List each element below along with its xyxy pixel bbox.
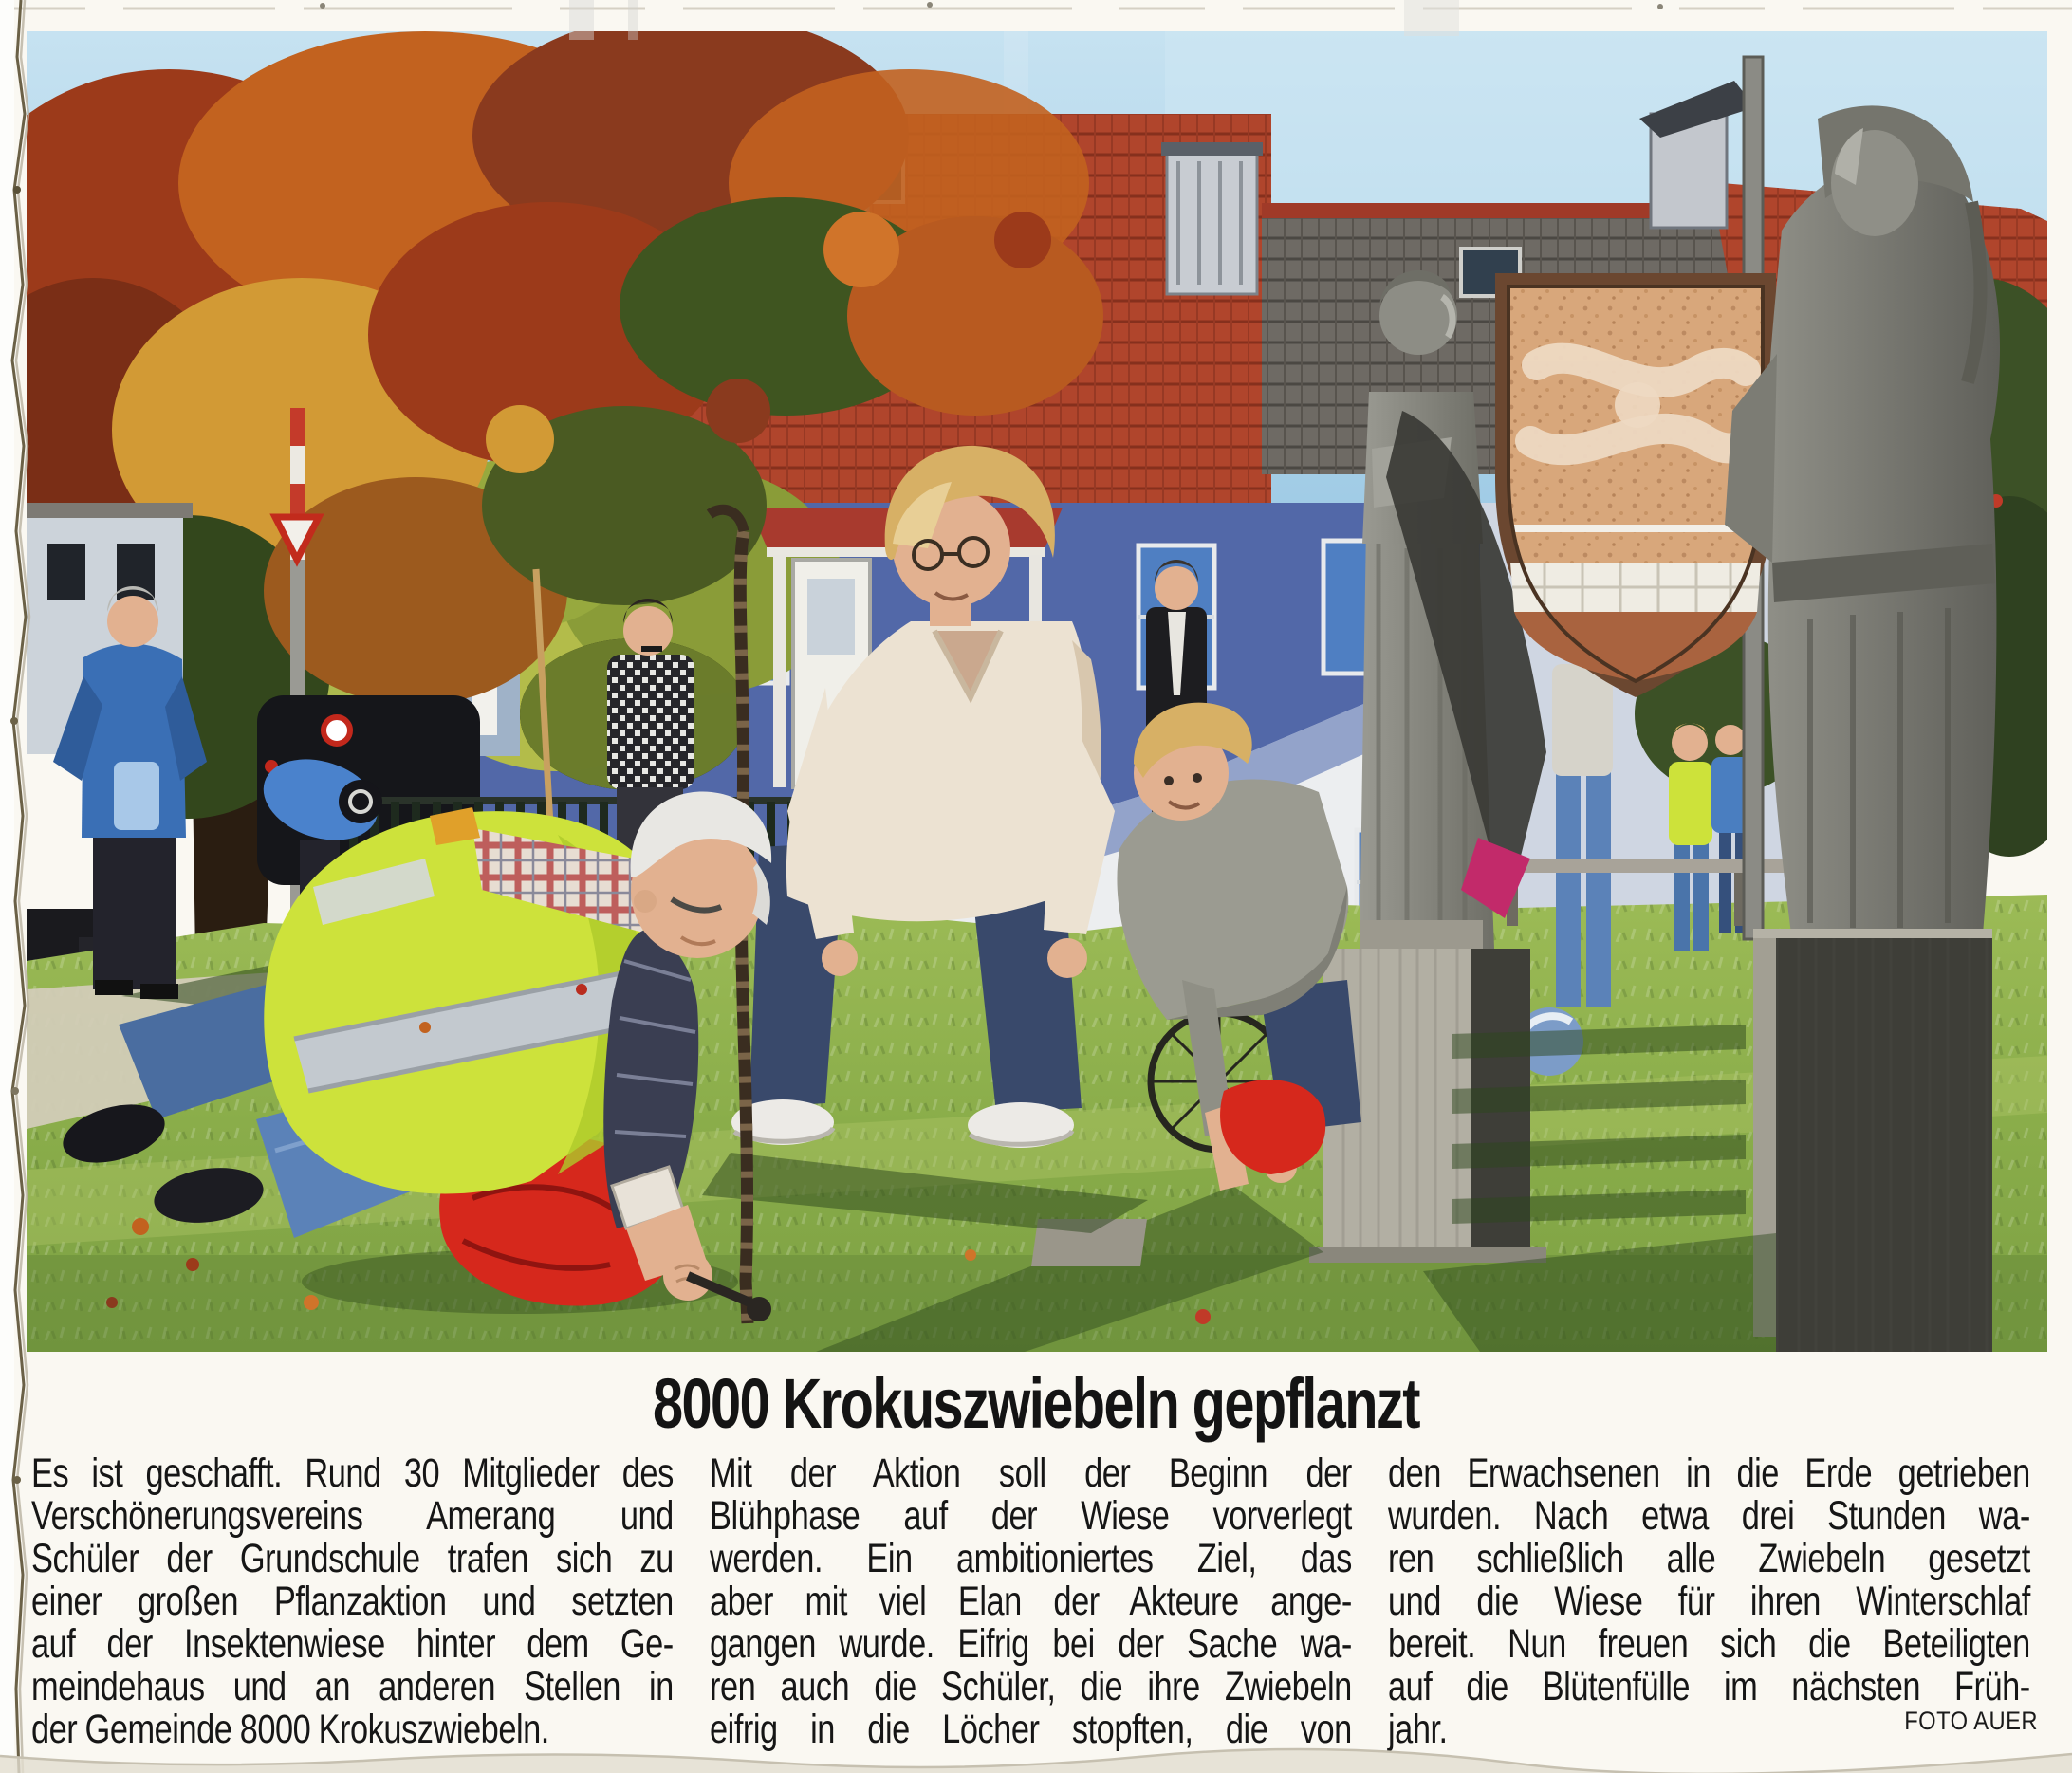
torn-edge-bottom bbox=[0, 1745, 2072, 1773]
article-headline: 8000 Krokuszwiebeln gepflanzt bbox=[653, 1364, 1419, 1443]
article-column-1 bbox=[31, 1452, 674, 1751]
body-line: wurden. Nach etwa drei Stunden wa- bbox=[1388, 1493, 2030, 1539]
clipping-top-edge bbox=[0, 0, 2072, 42]
article-body bbox=[31, 1452, 2030, 1751]
body-line: aber mit viel Elan der Akteure ange- bbox=[710, 1579, 1352, 1624]
body-line: Schüler der Grundschule trafen sich zu bbox=[31, 1536, 674, 1581]
body-line: Mit der Aktion soll der Beginn der bbox=[710, 1450, 1352, 1496]
headline-row bbox=[0, 1363, 2072, 1443]
article-photo bbox=[27, 31, 2047, 1352]
body-line: bereit. Nun freuen sich die Beteiligten bbox=[1388, 1621, 2030, 1667]
torn-edge-left bbox=[0, 0, 44, 1773]
photo-credit: FOTO AUER bbox=[1904, 1707, 2038, 1735]
photo-scene bbox=[27, 31, 2047, 1352]
body-line: den Erwachsenen in die Erde getrieben bbox=[1388, 1450, 2030, 1496]
body-line: meindehaus und an anderen Stellen in bbox=[31, 1664, 674, 1709]
chimney-mid bbox=[1161, 142, 1263, 294]
body-line: ren auch die Schüler, die ihre Zwiebeln bbox=[710, 1664, 1352, 1709]
body-line: auf der Insektenwiese hinter dem Ge- bbox=[31, 1621, 674, 1667]
body-line: Verschönerungsvereins Amerang und bbox=[31, 1493, 674, 1539]
body-line: Blühphase auf der Wiese vorverlegt bbox=[710, 1493, 1352, 1539]
body-line: jahr. bbox=[1388, 1707, 1448, 1752]
body-line: ren schließlich alle Zwiebeln gesetzt bbox=[1388, 1536, 2030, 1581]
body-line: eifrig in die Löcher stopften, die von bbox=[710, 1707, 1352, 1752]
body-line: werden. Ein ambitioniertes Ziel, das bbox=[710, 1536, 1352, 1581]
body-line: gangen wurde. Eifrig bei der Sache wa- bbox=[710, 1621, 1352, 1667]
body-line: der Gemeinde 8000 Krokuszwiebeln. bbox=[31, 1707, 549, 1752]
body-line: und die Wiese für ihren Winterschlaf bbox=[1388, 1579, 2030, 1624]
body-line: einer großen Pflanzaktion und setzten bbox=[31, 1579, 674, 1624]
statue-pedestal-right bbox=[1753, 929, 1992, 1352]
traffic-sign bbox=[324, 717, 350, 744]
body-line: auf die Blütenfülle im nächsten Früh- bbox=[1388, 1664, 2030, 1709]
body-line: Es ist geschafft. Rund 30 Mitglieder des bbox=[31, 1450, 674, 1496]
article-column-2 bbox=[710, 1452, 1352, 1751]
